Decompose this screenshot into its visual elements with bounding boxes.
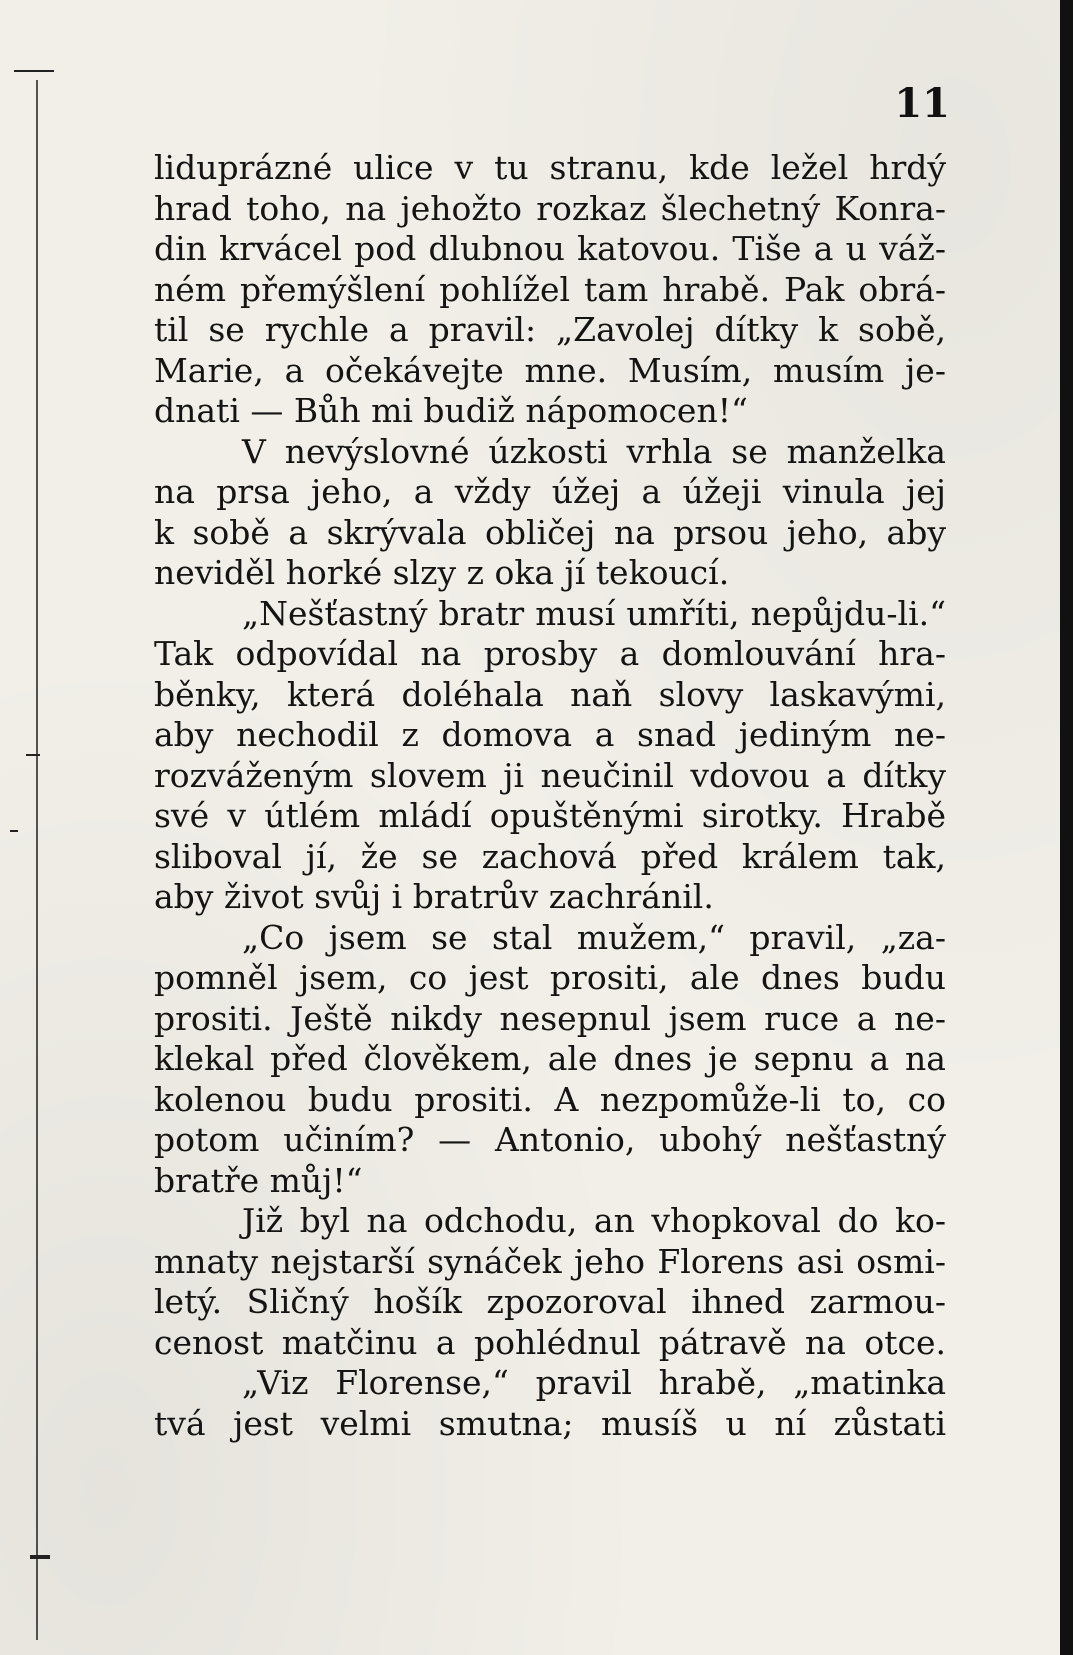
margin-mark — [14, 70, 54, 72]
text-line: ném přemýšlení pohlížel tam hrabě. Pak obrá- — [154, 269, 946, 309]
page-number: 11 — [894, 80, 950, 127]
text-line: „Nešťastný bratr musí umříti, nepůjdu-li.“ — [242, 593, 946, 633]
text-line: V nevýslovné úzkosti vrhla se manželka — [242, 431, 946, 471]
text-line: letý. Sličný hošík zpozoroval ihned zarmou- — [154, 1282, 946, 1321]
text-line: Tak odpovídal na prosby a domlouvání hra- — [154, 634, 946, 673]
text-line: din krvácel pod dlubnou katovou. Tiše a u váž- — [154, 229, 946, 268]
binding-gutter-line — [36, 80, 38, 1640]
text-line: na prsa jeho, a vždy úžej a úžeji vinula jej — [154, 472, 946, 511]
text-line: klekal před člověkem, ale dnes je sepnu a na — [154, 1039, 946, 1078]
text-line: neviděl horké slzy z oka jí tekoucí. — [154, 553, 730, 592]
text-line: cenost matčinu a pohlédnul pátravě na otce. — [154, 1322, 946, 1362]
text-line: rozváženým slovem ji neučinil vdovou a dítky — [154, 755, 946, 795]
text-line: hrad toho, na jehožto rozkaz šlechetný Konra- — [154, 188, 946, 228]
text-line: prositi. Ještě nikdy nesepnul jsem ruce a ne- — [154, 998, 946, 1038]
text-line: Marie, a očekávejte mne. Musím, musím je- — [154, 350, 946, 390]
text-line: „Co jsem se stal mužem,“ pravil, „za- — [242, 917, 946, 957]
text-line: aby nechodil z domova a snad jediným ne- — [154, 715, 946, 754]
text-line: „Viz Florense,“ pravil hrabě, „matinka — [242, 1363, 946, 1402]
text-line: sliboval jí, že se zachová před králem tak, — [154, 836, 946, 876]
text-line: til se rychle a pravil: „Zavolej dítky k sobě, — [154, 310, 946, 349]
text-line: tvá jest velmi smutna; musíš u ní zůstati — [154, 1403, 946, 1443]
text-line: dnati — Bůh mi budiž nápomocen!“ — [154, 391, 748, 430]
margin-mark — [26, 754, 40, 756]
text-line: běnky, která doléhala naň slovy laskavými, — [154, 674, 946, 714]
text-line: kolenou budu prositi. A nezpomůže-li to, co — [154, 1079, 946, 1119]
text-line: pomněl jsem, co jest prositi, ale dnes budu — [154, 958, 946, 997]
text-line: bratře můj!“ — [154, 1160, 363, 1200]
margin-mark — [30, 1555, 50, 1559]
text-line: liduprázné ulice v tu stranu, kde ležel hrdý — [154, 148, 946, 187]
text-line: Již byl na odchodu, an vhopkoval do ko- — [242, 1201, 946, 1240]
margin-mark — [10, 830, 18, 832]
text-line: potom učiním? — Antonio, ubohý nešťastný — [154, 1120, 946, 1159]
text-line: aby život svůj i bratrův zachránil. — [154, 877, 714, 916]
text-line: k sobě a skrývala obličej na prsou jeho, aby — [154, 512, 946, 552]
page-edge-shadow — [1060, 0, 1073, 1655]
text-line: své v útlém mládí opuštěnými sirotky. Hrabě — [154, 796, 946, 835]
body-text — [154, 148, 946, 1444]
text-line: mnaty nejstarší synáček jeho Florens asi osmi- — [154, 1241, 946, 1281]
